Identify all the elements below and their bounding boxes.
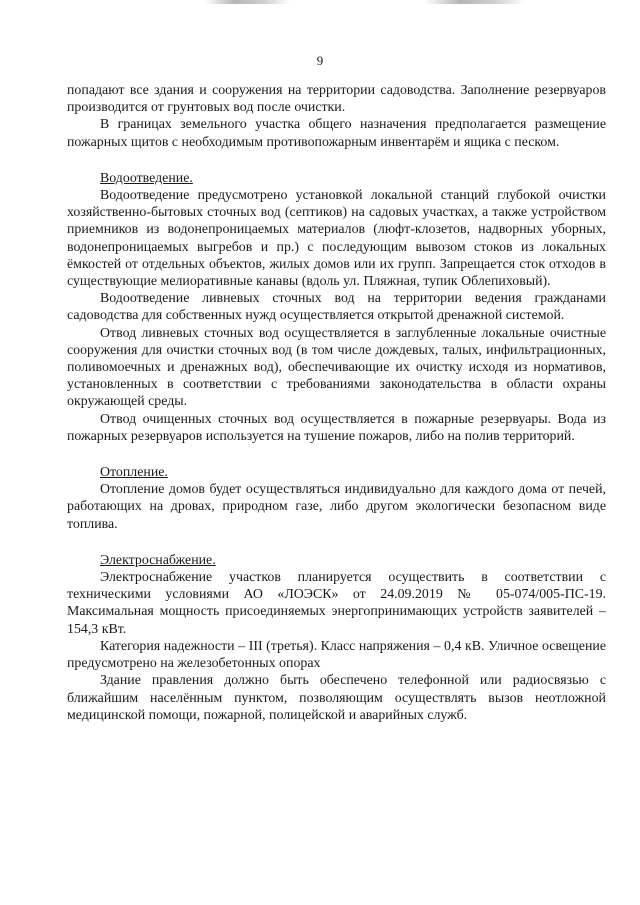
section-heading-heating (67, 464, 606, 481)
section-heading-drainage (67, 170, 606, 187)
paragraph-continuation: попадают все здания и сооружения на территории садоводства. Заполнение резервуаров производится от грунтовых вод после очистки. (67, 83, 606, 116)
page-number: 9 (316, 53, 324, 68)
section-heading-heating-text: Отопление. (100, 465, 168, 481)
paragraph-power-supply: Электроснабжение участков планируется осуществить в соответствии с техническими условиями АО «ЛОЭСК» от 24.09.2019 № 05-074/005-ПС-19. Максимальная мощность присоединяемых энергопринимающих устройств заявителей – 154,3 кВт. (67, 570, 606, 637)
paragraph-communications: Здание правления должно быть обеспечено телефонной или радиосвязью с ближайшим населённым пунктом, позволяющим осуществлять вызов неотложной медицинской помощи, пожарной, полицейской и аварийных служб. (67, 673, 606, 723)
paragraph-drainage-reservoirs: Отвод очищенных сточных вод осуществляется в пожарные резервуары. Вода из пожарных резервуаров используется на тушение пожаров, либо на полив территорий. (67, 411, 606, 444)
paragraph-heating: Отопление домов будет осуществляться индивидуально для каждого дома от печей, работающих на дровах, природном газе, либо другом экологически безопасном виде топлива. (67, 482, 606, 532)
document-body (67, 82, 606, 724)
paragraph-power-category: Категория надежности – III (третья). Класс напряжения – 0,4 кВ. Уличное освещение предусмотрено на железобетонных опорах (67, 638, 606, 672)
paragraph-drainage-septic: Водоотведение предусмотрено установкой локальной станций глубокой очистки хозяйственно-бытовых сточных вод (септиков) на садовых участках, а также устройством приемников из водонепроницаемых материалов (люфт-клозетов, надворных уборных, водонепроницаемых выгребов и пр.) с последующим вывозом стоков из локальных ёмкостей от отдельных объектов, жилых домов или их групп. Запрещается сток отходов в существующие мелиоративные канавы (вдоль ул. Пляжная, тупик Облепиховый). (67, 188, 606, 290)
section-heading-drainage-text: Водоотведение. (100, 170, 193, 186)
section-heading-power (67, 552, 606, 569)
paragraph-fire-shields: В границах земельного участка общего назначения предполагается размещение пожарных щитов с необходимым противопожарным инвентарём и ящика с песком. (67, 117, 606, 150)
scan-artifact-left (205, 0, 290, 4)
paragraph-drainage-storm: Водоотведение ливневых сточных вод на территории ведения гражданами садоводства для собственных нужд осуществляется открытой дренажной системой. (67, 291, 606, 324)
paragraph-drainage-treatment: Отвод ливневых сточных вод осуществляется в заглубленные локальные очистные сооружения для очистки сточных вод (в том числе дождевых, талых, инфильтрационных, поливомоечных и дренажных вод), обеспечивающие их очистку исходя из нормативов, установленных в соответствии с требованиями законодательства в области охраны окружающей среды. (67, 325, 606, 410)
section-heading-power-text: Электроснабжение. (100, 552, 216, 568)
scan-artifact-right (425, 0, 525, 4)
